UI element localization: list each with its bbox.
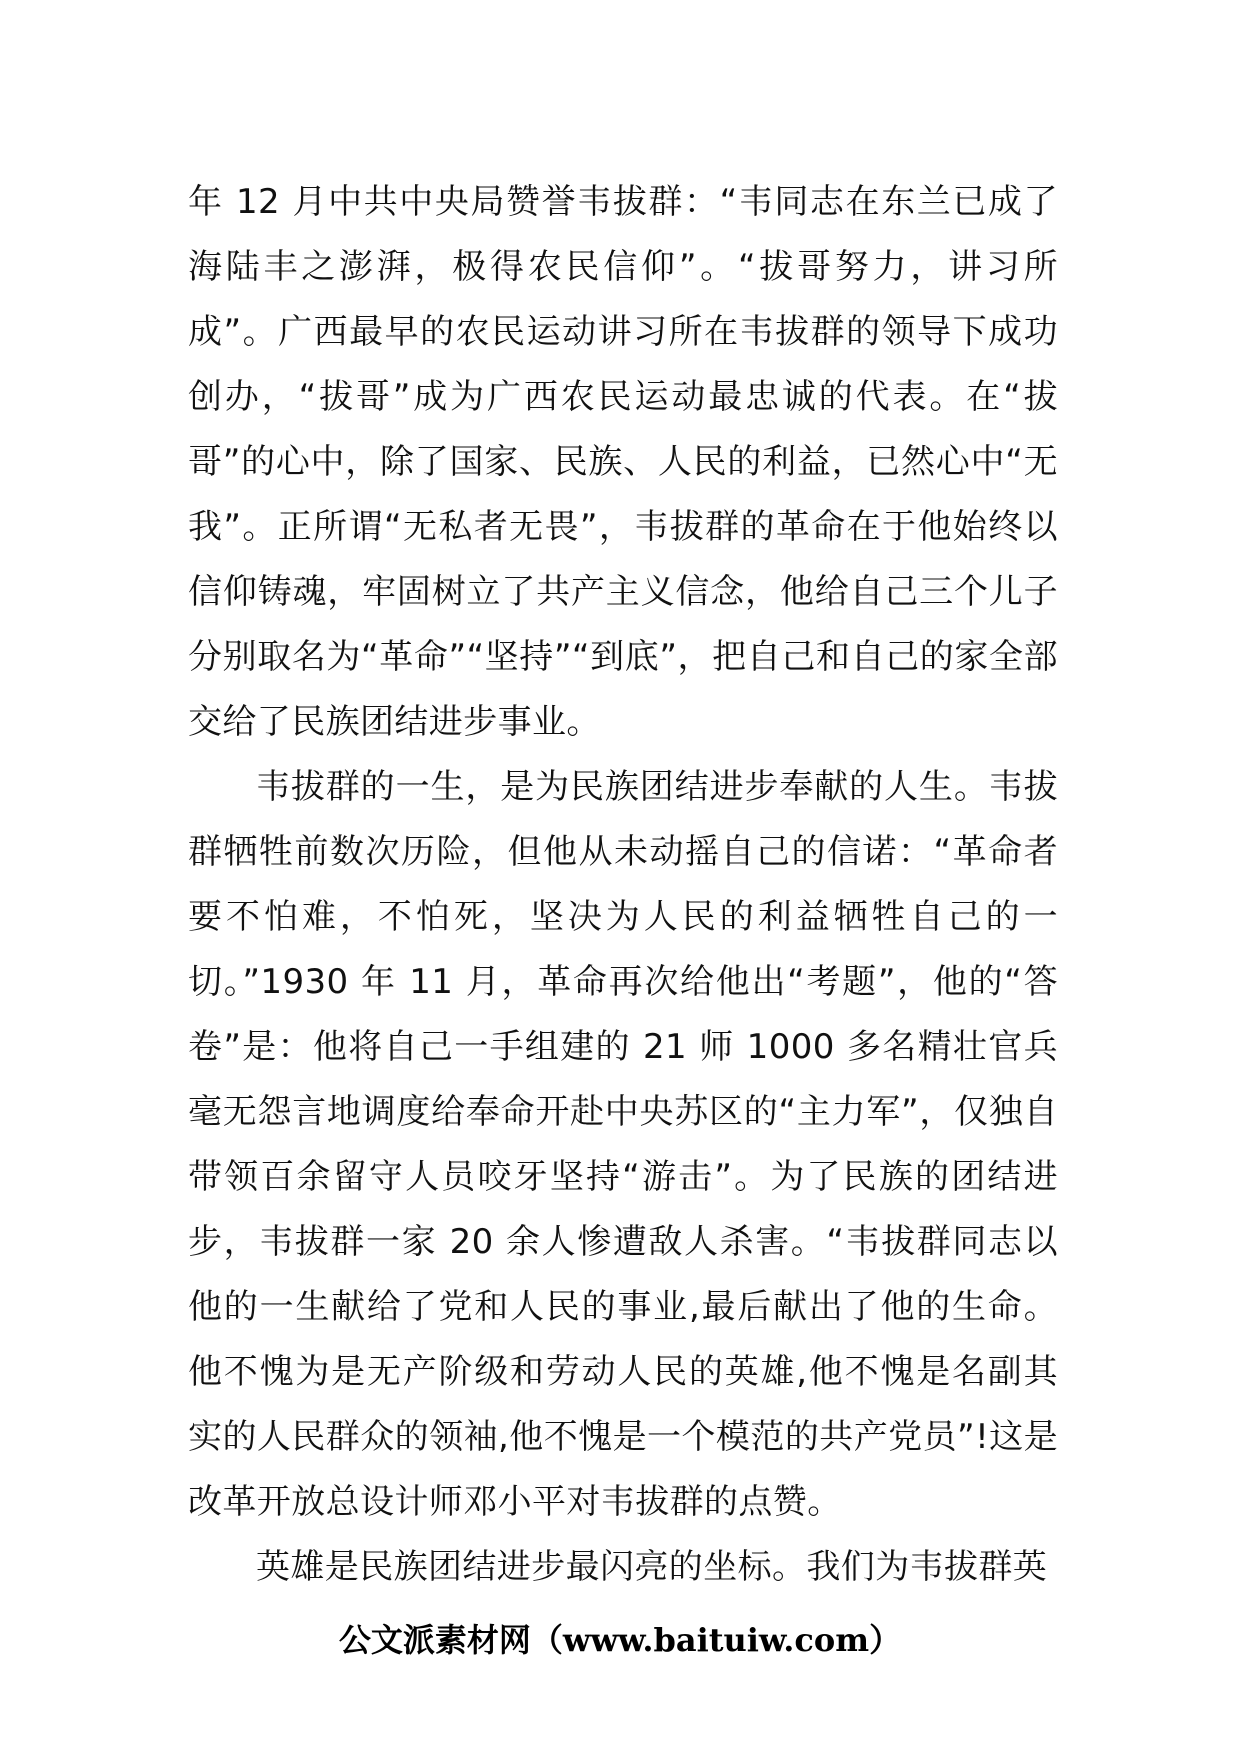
paragraph-2: 韦拔群的一生，是为民族团结进步奉献的人生。韦拔群牺牲前数次历险，但他从未动摇自己的信诺：“革命者要不怕难，不怕死，坚决为人民的利益牺牲自己的一切。”1930 年 11 月，革命再次给他出“考题”，他的“答卷”是：他将自己一手组建的 21 师 1000 多名精壮官兵毫无怨言地调度给奉命开赴中央苏区的“主力军”，仅独自带领百余留守人员咬牙坚持“游击”。为了民族的团结进步，韦拔群一家 20 余人惨遭敌人杀害。“韦拔群同志以他的一生献给了党和人民的事业,最后献出了他的生命。他不愧为是无产阶级和劳动人民的英雄,他不愧是名副其实的人民群众的领袖,他不愧是一个模范的共产党员”!这是改革开放总设计师邓小平对韦拔群的点赞。: [188, 767, 1058, 1522]
paragraph-1: 年 12 月中共中央局赞誉韦拔群：“韦同志在东兰已成了海陆丰之澎湃，极得农民信仰”。“拔哥努力，讲习所成”。广西最早的农民运动讲习所在韦拔群的领导下成功创办，“拔哥”成为广西农民运动最忠诚的代表。在“拔哥”的心中，除了国家、民族、人民的利益，已然心中“无我”。正所谓“无私者无畏”，韦拔群的革命在于他始终以信仰铸魂，牢固树立了共产主义信念，他给自己三个儿子分别取名为“革命”“坚持”“到底”，把自己和自己的家全部交给了民族团结进步事业。: [188, 182, 1058, 742]
footer-watermark: 公文派素材网（www.baituiw.com）: [338, 1621, 902, 1659]
document-body: [188, 170, 1058, 1600]
paragraph-3: 英雄是民族团结进步最闪亮的坐标。我们为韦拔群英: [256, 1547, 1048, 1587]
